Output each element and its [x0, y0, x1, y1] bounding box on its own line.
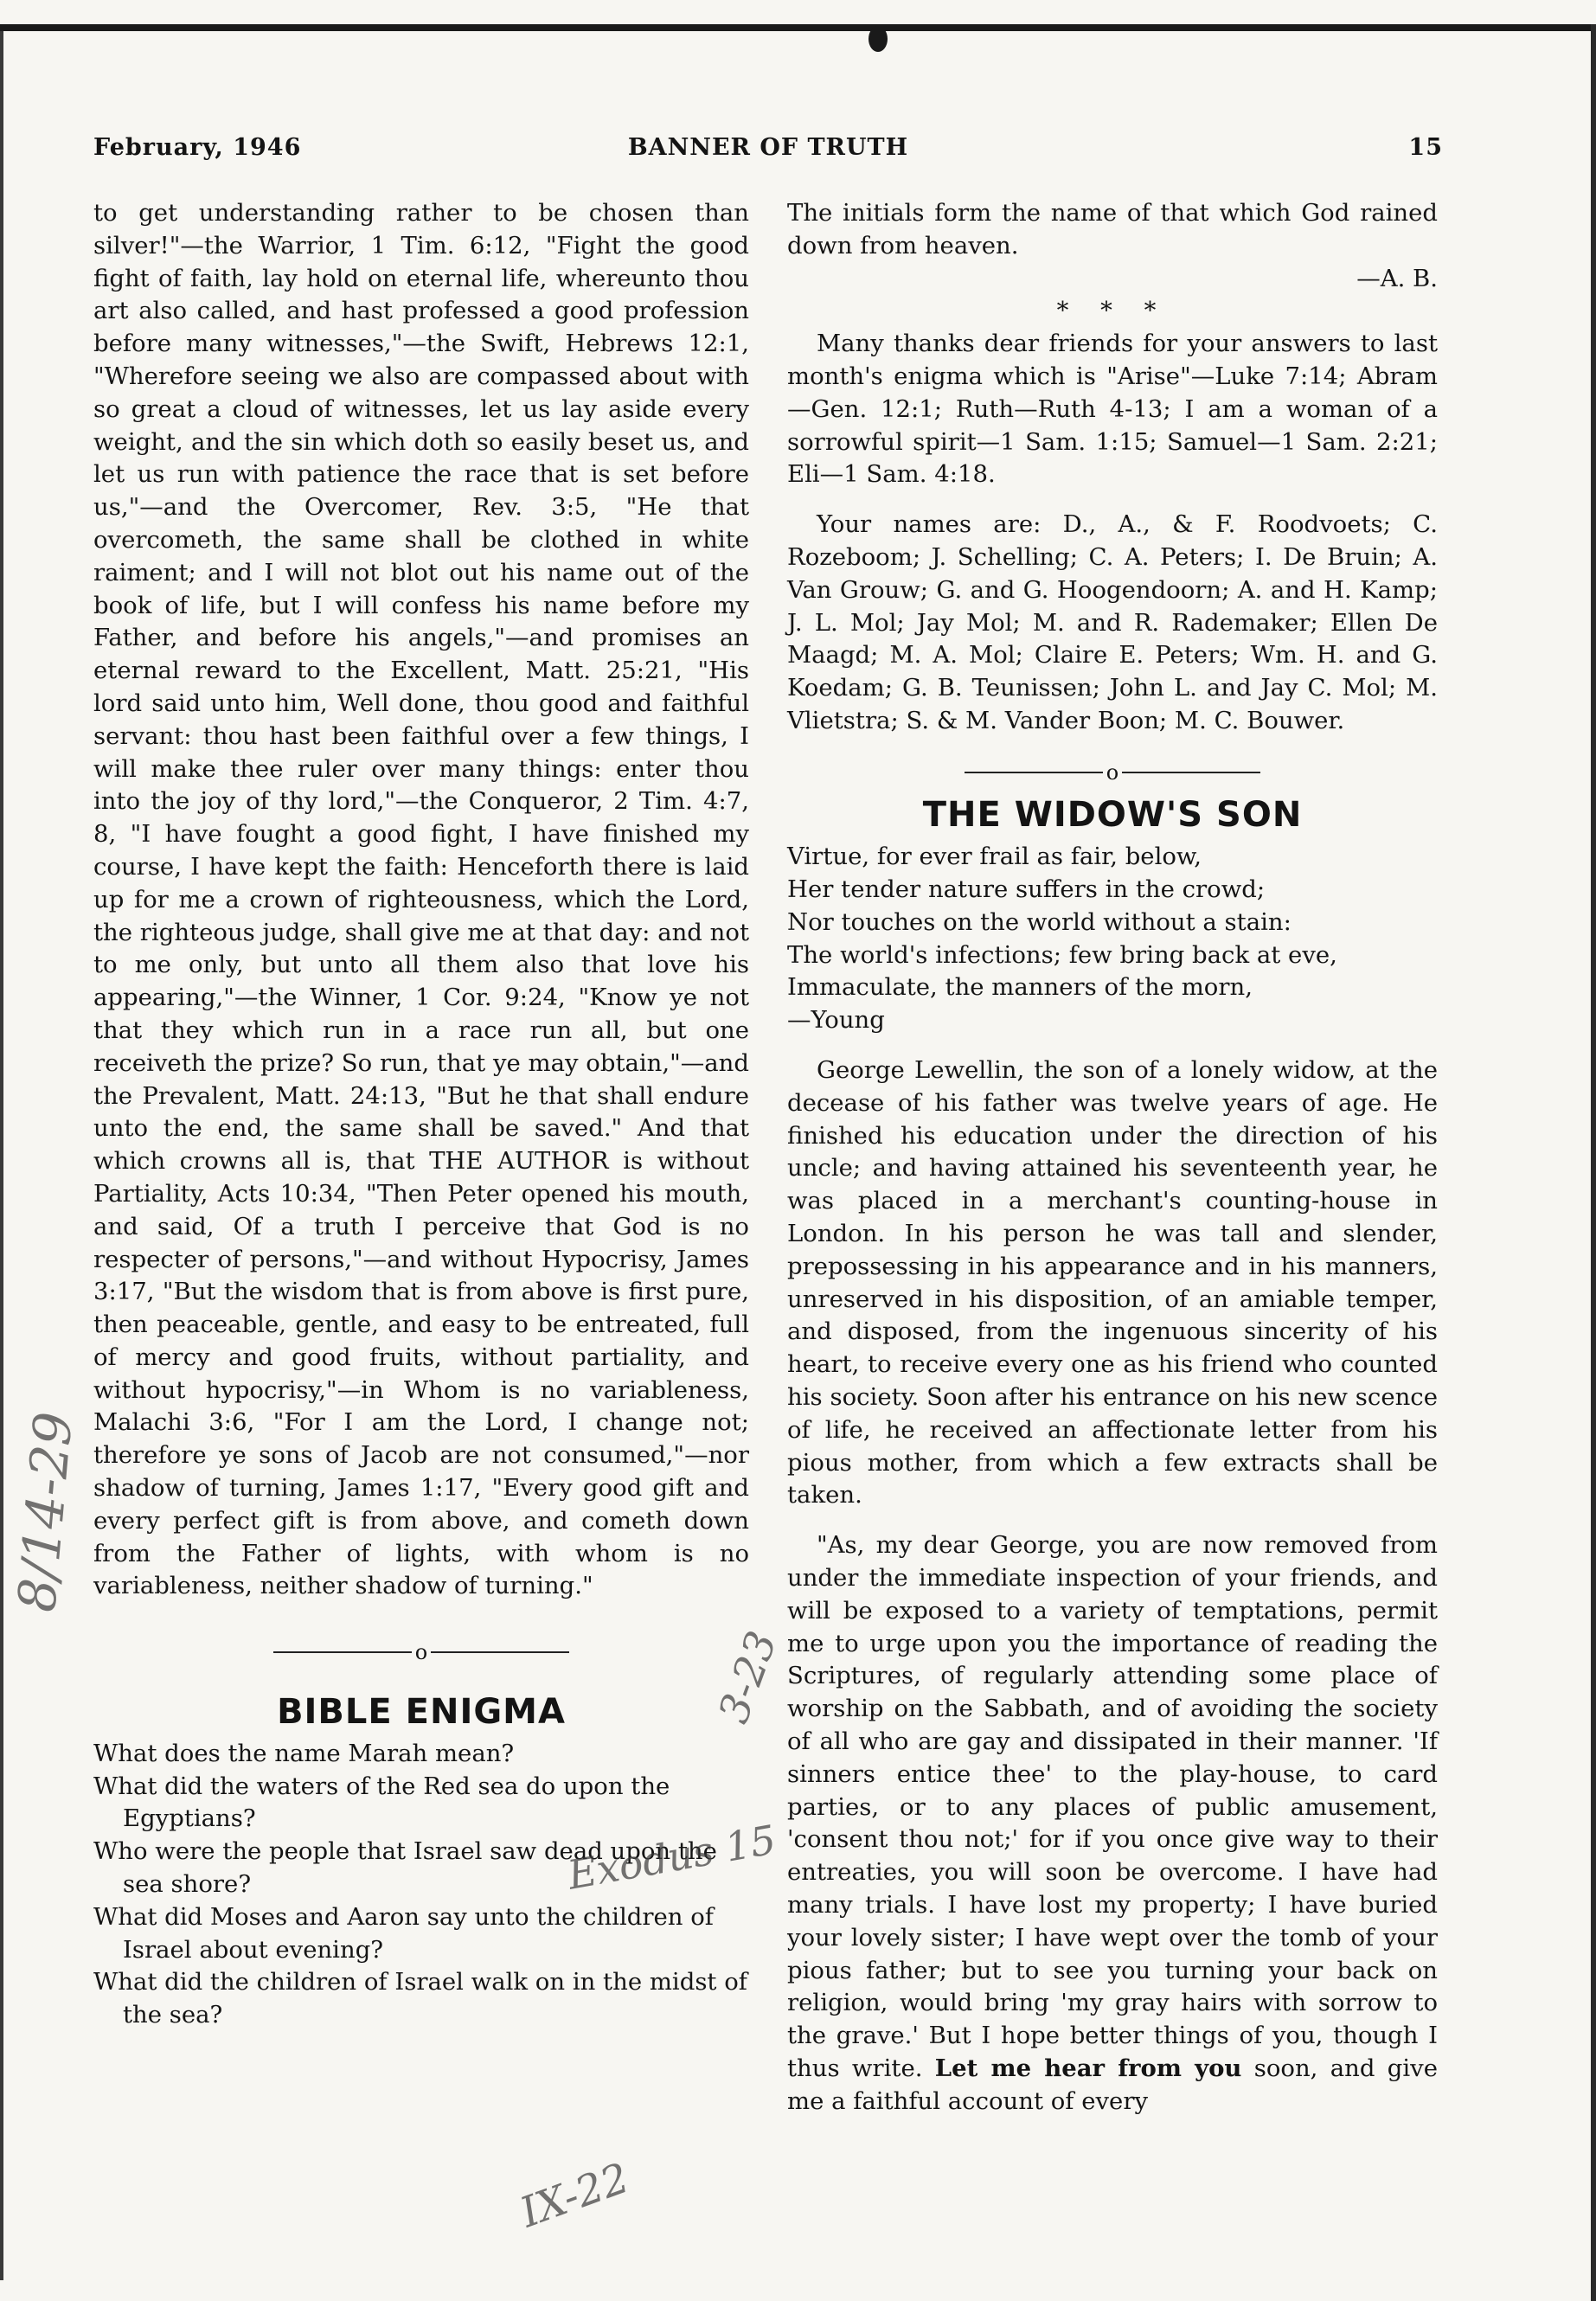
pencil-annotation-mid: 3-23	[709, 1625, 787, 1730]
section-divider: o	[787, 755, 1438, 790]
pencil-annotation-exodus: Exodus 15	[564, 1816, 779, 1899]
scan-border-left	[0, 31, 3, 2280]
pencil-annotation-left: 8/14-29	[7, 1409, 85, 1615]
enigma-question: What did the children of Israel walk on in the midst of the sea?	[93, 1968, 747, 2029]
right-column	[787, 197, 1438, 2118]
left-column	[93, 197, 749, 2032]
enigma-note: The initials form the name of that which God rained down from heaven.	[787, 199, 1438, 260]
section-divider: o	[93, 1634, 749, 1669]
section-stars: * * *	[1056, 297, 1169, 325]
poem-line: Her tender nature suffers in the crowd;	[787, 875, 1266, 904]
enigma-signature: —A. B.	[1356, 264, 1438, 292]
story-paragraph: George Lewellin, the son of a lonely widow, at the decease of his father was twelve years of age. He finished his education under the direction of his uncle; and having attained his seventeenth year, he was placed in a merchant's counting-house in London. In his person he was tall and slender, prepossessing in his appearance and in his manners, unreserved in his disposition, of an amiable temper, and disposed, from the ingenuous sincerity of his heart, to receive every one as his friend who counted his society. Soon after his entrance on his new scence of life, he received an affectionate letter from his pious mother, from which a few extracts shall be taken.	[787, 1056, 1438, 1509]
poem-author: —Young	[787, 1006, 885, 1035]
poem-line: Nor touches on the world without a stain:	[787, 907, 1292, 936]
poem-line: The world's infections; few bring back at eve,	[787, 940, 1337, 969]
scan-border-right	[1591, 24, 1596, 2301]
poem-epigraph	[787, 841, 1438, 1037]
binding-hole	[869, 26, 888, 52]
enigma-question: Who were the people that Israel saw dead upon the sea shore?	[93, 1837, 717, 1898]
bible-enigma-title: BIBLE ENIGMA	[277, 1691, 566, 1732]
publication-title: BANNER OF TRUTH	[627, 134, 909, 161]
scan-border-top	[0, 24, 1596, 31]
enigma-answers: Many thanks dear friends for your answers to last month's enigma which is "Arise"—Luke 7:14; Abram—Gen. 12:1; Ruth—Ruth 4-13; I am a woman of a sorrowful spirit—1 Sam. 1:15; Samuel—1 Sam. 2:21; Eli—1 Sam. 4:18.	[787, 330, 1438, 489]
widows-son-title: THE WIDOW'S SON	[922, 795, 1303, 836]
enigma-question: What did Moses and Aaron say unto the children of Israel about evening?	[93, 1902, 714, 1964]
poem-line: Immaculate, the manners of the morn,	[787, 973, 1253, 1002]
page-number: 15	[1408, 134, 1443, 161]
poem-line: Virtue, for ever frail as fair, below,	[787, 843, 1202, 871]
enigma-question: What did the waters of the Red sea do upon the Egyptians?	[93, 1772, 670, 1833]
running-head	[93, 134, 1443, 169]
issue-date: February, 1946	[93, 134, 302, 161]
bold-phrase: Let me hear from you	[934, 2054, 1242, 2082]
enigma-question: What does the name Marah mean?	[93, 1739, 515, 1767]
story-paragraph: "As, my dear George, you are now removed from under the immediate inspection of your friends, and will be exposed to a variety of temptations, permit me to urge upon you the importance of reading the Scriptures, of regularly attending some place of worship on the Sabbath, and of avoiding the society of all who are gay and dissipated in their manner. 'If sinners entice thee' to the play-house, to card parties, or to any places of public amusement, 'consent thou not;' for if you once give way to their entreaties, you will soon be overcome. I have had many trials. I have lost my property; I have buried your lovely sister; I have wept over the tomb of your pious father; but to see you turning your back on religion, would bring 'my gray hairs with sorrow to the grave.' But I hope better things of you, though I thus write. Let me hear from you soon, and give me a faithful account of every	[787, 1531, 1438, 2115]
enigma-solvers: Your names are: D., A., & F. Roodvoets; C. Rozeboom; J. Schelling; C. A. Peters; I. De Bruin; A. Van Grouw; G. and G. Hoogendoorn; A. and H. Kamp; J. L. Mol; Jay Mol; M. and R. Rademaker; Ellen De Maagd; M. A. Mol; Claire E. Peters; Wm. H. and G. Koedam; G. B. Teunissen; John L. and Jay C. Mol; M. Vlietstra; S. & M. Vander Boon; M. C. Bouwer.	[787, 510, 1438, 734]
continued-article-text: to get understanding rather to be chosen than silver!"—the Warrior, 1 Tim. 6:12, "Fight the good fight of faith, lay hold on eternal life, whereunto thou art also called, and hast professed a good profession before many witnesses,"—the Swift, Hebrews 12:1, "Wherefore seeing we also are compassed about with so great a cloud of witnesses, let us lay aside every weight, and the sin which doth so easily beset us, and let us run with patience the race that is set before us,"—and the Overcomer, Rev. 3:5, "He that overcometh, the same shall be clothed in white raiment; and I will not blot out his name out of the book of life, but I will confess his name before my Father, and before his angels,"—and promises an eternal reward to the Excellent, Matt. 25:21, "His lord said unto him, Well done, thou good and faithful servant: thou hast been faithful over a few things, I will make thee ruler over many things: enter thou into the joy of thy lord,"—the Conqueror, 2 Tim. 4:7, 8, "I have fought a good fight, I have finished my course, I have kept the faith: Henceforth there is laid up for me a crown of righteousness, which the Lord, the righteous judge, shall give me at that day: and not to me only, but unto all them also that love his appearing,"—the Winner, 1 Cor. 9:24, "Know ye not that they which run in a race run all, but one receiveth the prize? So run, that ye may obtain,"—and the Prevalent, Matt. 24:13, "But he that shall endure unto the end, the same shall be saved." And that which crowns all is, that THE AUTHOR is without Partiality, Acts 10:34, "Then Peter opened his mouth, and said, Of a truth I perceive that God is no respecter of persons,"—and without Hypocrisy, James 3:17, "But the wisdom that is from above is first pure, then peaceable, gentle, and easy to be entreated, full of mercy and good fruits, without partiality, and without hypocrisy,"—in Whom is no variableness, Malachi 3:6, "For I am the Lord, I change not; therefore ye sons of Jacob are not consumed,"—nor shadow of turning, James 1:17, "Every good gift and every perfect gift is from above, and cometh down from the Father of lights, with whom is no variableness, neither shadow of turning."	[93, 199, 749, 1600]
pencil-annotation-bottom: IX-22	[514, 2153, 636, 2238]
